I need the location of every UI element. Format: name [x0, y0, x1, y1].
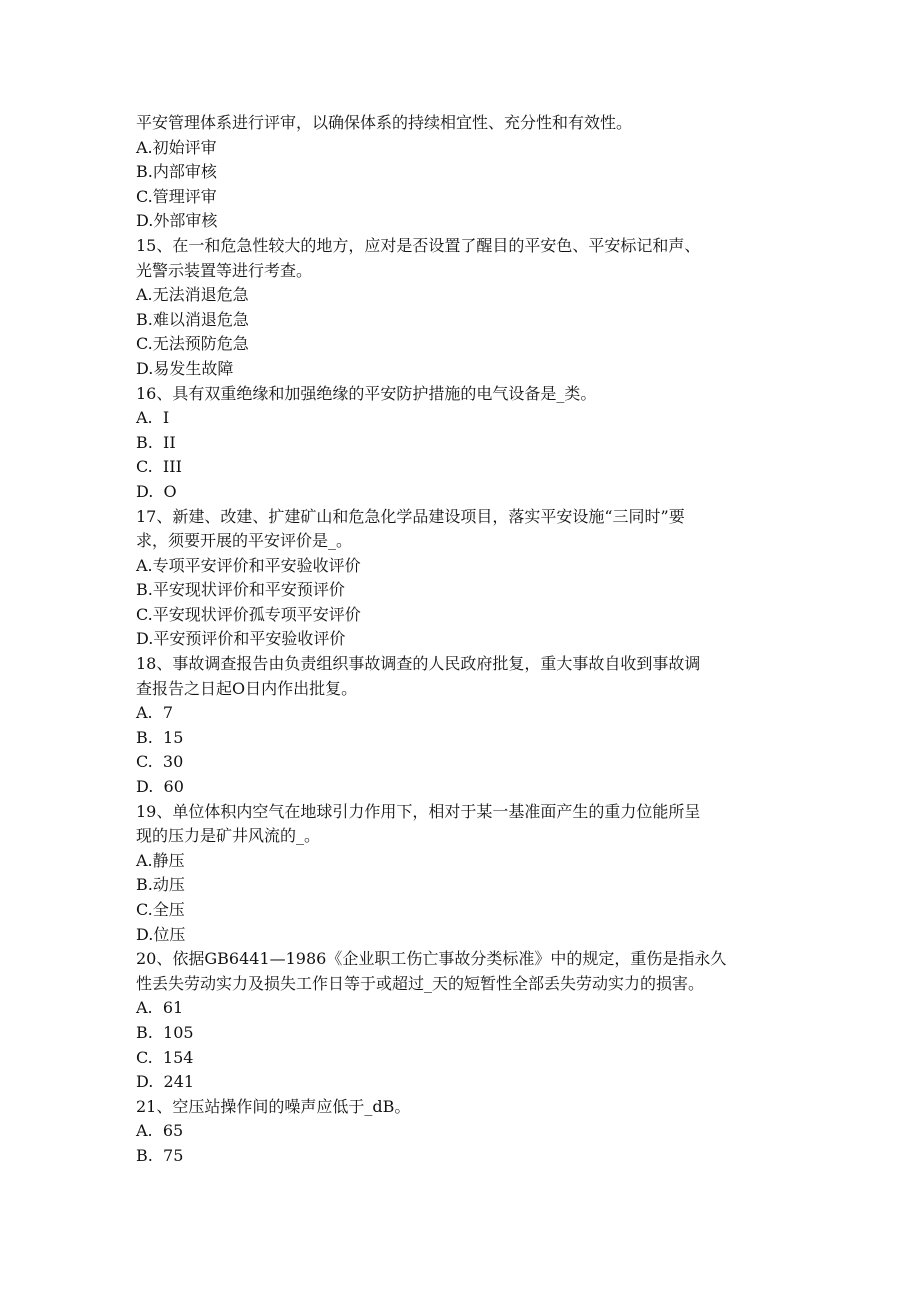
question-19-line-2: 现的压力是矿井风流的_。 [136, 826, 321, 846]
option-line: A.静压 [136, 850, 185, 870]
option-line: B.内部审核 [136, 162, 217, 182]
question-text-line: 平安管理体系进行评审，以确保体系的持续相宜性、充分性和有效性。 [136, 113, 633, 132]
option-line: A.专项平安评价和平安验收评价 [136, 555, 361, 575]
option-line: B. 75 [136, 1145, 184, 1165]
option-line: C.平安现状评价孤专项平安评价 [136, 604, 361, 624]
option-line: C. 154 [136, 1047, 194, 1067]
document-body [136, 111, 806, 1169]
option-line: B.平安现状评价和平安预评价 [136, 580, 345, 600]
option-line: C.无法预防危急 [136, 334, 249, 354]
option-line: C. 30 [136, 752, 184, 772]
option-line: B. 15 [136, 727, 184, 747]
question-15-line-2: 光警示装置等进行考查。 [136, 260, 313, 280]
question-20-line-1: 20、依据GB6441—1986《企业职工伤亡事故分类标准》中的规定，重伤是指永久 [136, 949, 727, 969]
option-line: A. 61 [136, 998, 184, 1018]
option-line: D.外部审核 [136, 211, 218, 231]
option-line: C.管理评审 [136, 186, 217, 206]
option-line: A. 7 [136, 703, 173, 723]
option-line: D.平安预评价和平安验收评价 [136, 629, 346, 649]
option-line: B. 105 [136, 1022, 194, 1042]
option-line: A.无法消退危急 [136, 285, 249, 305]
option-line: C. III [136, 457, 182, 477]
option-line: D. O [136, 481, 177, 501]
option-line: B. II [136, 432, 176, 452]
question-17-line-2: 求，须要开展的平安评价是_。 [136, 531, 353, 551]
option-line: A. I [136, 408, 170, 428]
option-line: D. 241 [136, 1072, 195, 1092]
question-15-line-1: 15、在一和危急性较大的地方，应对是否设置了醒目的平安色、平安标记和声、 [136, 235, 701, 255]
question-16-line-1: 16、具有双重绝缘和加强绝缘的平安防护措施的电气设备是_类。 [136, 383, 597, 403]
option-line: D.位压 [136, 924, 186, 944]
question-20-line-2: 性丢失劳动实力及损失工作日等于或超过_天的短暂性全部丢失劳动实力的损害。 [136, 973, 705, 993]
option-line: C.全压 [136, 900, 185, 919]
question-21-line-1: 21、空压站操作间的噪声应低于_dB。 [136, 1096, 411, 1116]
option-line: A.初始评审 [136, 137, 217, 157]
option-line: A. 65 [136, 1121, 184, 1141]
option-line: D. 60 [136, 777, 184, 797]
question-18-line-1: 18、事故调查报告由负责组织事故调查的人民政府批复，重大事故自收到事故调 [136, 654, 701, 674]
question-19-line-1: 19、单位体积内空气在地球引力作用下，相对于某一基准面产生的重力位能所呈 [136, 801, 701, 821]
option-line: B.动压 [136, 875, 185, 895]
option-line: B.难以消退危急 [136, 309, 249, 329]
question-18-line-2: 查报告之日起O日内作出批复。 [136, 678, 358, 698]
option-line: D.易发生故障 [136, 358, 234, 378]
question-17-line-1: 17、新建、改建、扩建矿山和危急化学品建设项目，落实平安设施“三同时”要 [136, 506, 685, 526]
